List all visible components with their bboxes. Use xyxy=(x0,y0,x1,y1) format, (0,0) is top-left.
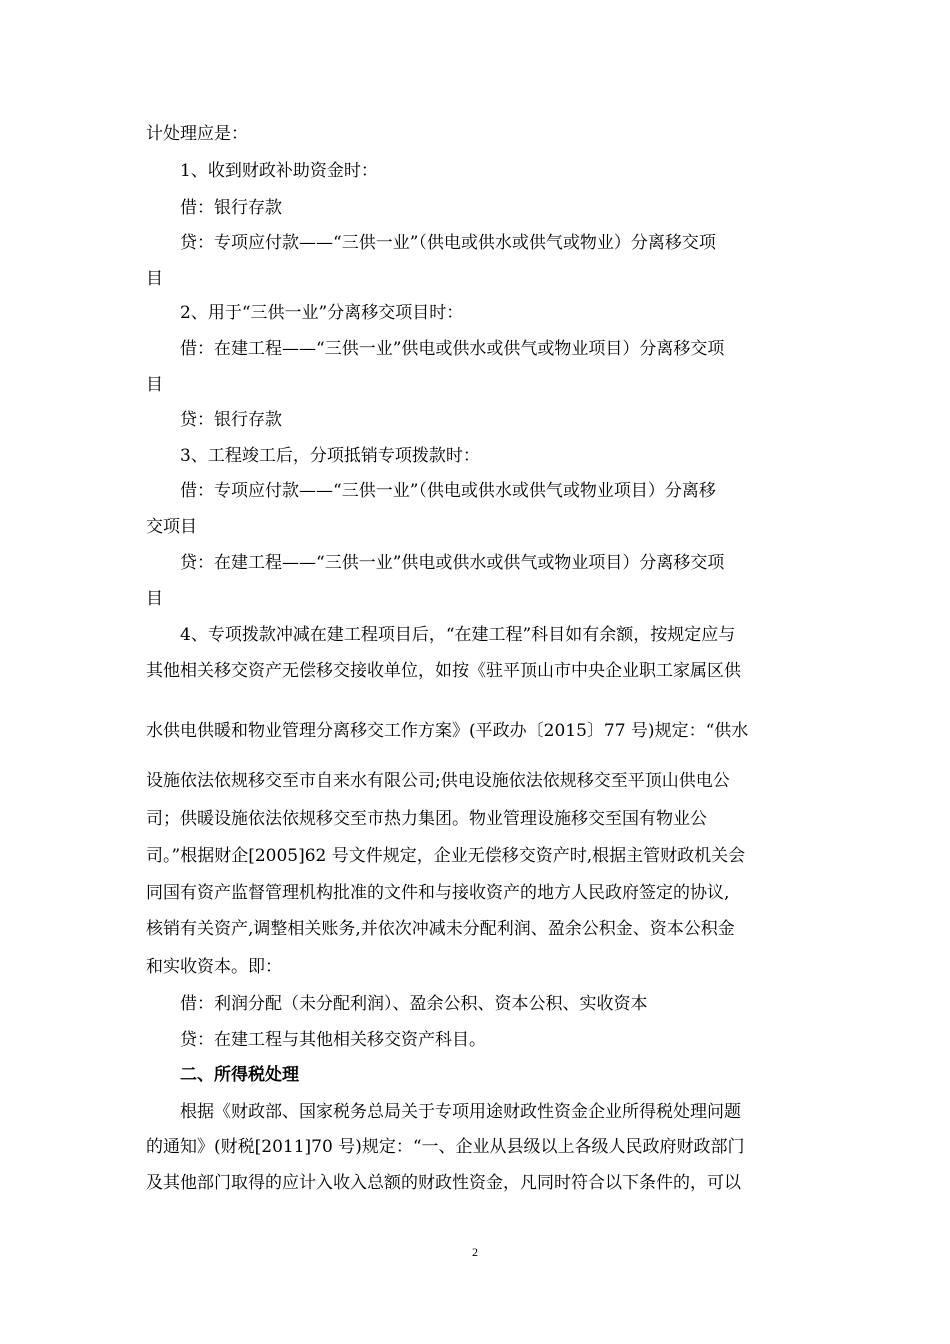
text-line: 设施依法依规移交至市自来水有限公司;供电设施依法依规移交至平顶山供电公 xyxy=(146,771,730,791)
text-line: 借：在建工程——“三供一业”供电或供水或供气或物业项目）分离移交项 xyxy=(180,339,725,359)
text-line: 贷：专项应付款——“三供一业”（供电或供水或供气或物业）分离移交项 xyxy=(180,233,716,253)
text-line: 贷：在建工程与其他相关移交资产科目。 xyxy=(180,1030,486,1050)
text-line: 计处理应是： xyxy=(146,124,248,144)
text-line: 目 xyxy=(146,589,163,609)
text-line: 4、专项拨款冲减在建工程项目后，“在建工程”科目如有余额，按规定应与 xyxy=(180,625,736,645)
text-line: 借：利润分配（未分配利润）、盈余公积、资本公积、实收资本 xyxy=(180,994,648,1014)
page-number: 2 xyxy=(472,1245,478,1259)
text-line: 2、用于“三供一业”分离移交项目时： xyxy=(180,303,464,323)
text-line: 的通知》(财税[2011]70 号)规定：“一、企业从县级以上各级人民政府财政部门 xyxy=(146,1137,745,1157)
text-line: 贷：在建工程——“三供一业”供电或供水或供气或物业项目）分离移交项 xyxy=(180,553,725,573)
text-line: 借：专项应付款——“三供一业”（供电或供水或供气或物业项目）分离移 xyxy=(180,481,716,501)
text-line: 根据《财政部、国家税务总局关于专项用途财政性资金企业所得税处理问题 xyxy=(180,1102,741,1122)
text-line: 目 xyxy=(146,375,163,395)
text-line: 及其他部门取得的应计入收入总额的财政性资金，凡同时符合以下条件的，可以 xyxy=(146,1173,741,1193)
text-line: 司；供暖设施依法依规移交至市热力集团。物业管理设施移交至国有物业公 xyxy=(146,809,707,829)
text-line: 水供电供暖和物业管理分离移交工作方案》(平政办〔2015〕77 号)规定：“供水 xyxy=(146,721,749,741)
text-line: 和实收资本。即： xyxy=(146,957,282,977)
text-line: 核销有关资产,调整相关账务,并依次冲减未分配利润、盈余公积金、资本公积金 xyxy=(146,919,735,939)
text-line: 司。”根据财企[2005]62 号文件规定，企业无偿移交资产时,根据主管财政机关会 xyxy=(146,846,746,866)
section-heading: 二、所得税处理 xyxy=(180,1065,299,1085)
text-line: 贷：银行存款 xyxy=(180,410,282,430)
text-line: 借：银行存款 xyxy=(180,198,282,218)
text-line: 3、工程竣工后，分项抵销专项拨款时： xyxy=(180,446,480,466)
text-line: 目 xyxy=(146,269,163,289)
text-line: 交项目 xyxy=(146,517,197,537)
text-line: 其他相关移交资产无偿移交接收单位，如按《驻平顶山市中央企业职工家属区供 xyxy=(146,661,741,681)
text-line: 同国有资产监督管理机构批准的文件和与接收资产的地方人民政府签定的协议, xyxy=(146,883,730,903)
text-line: 1、收到财政补助资金时： xyxy=(180,161,378,181)
